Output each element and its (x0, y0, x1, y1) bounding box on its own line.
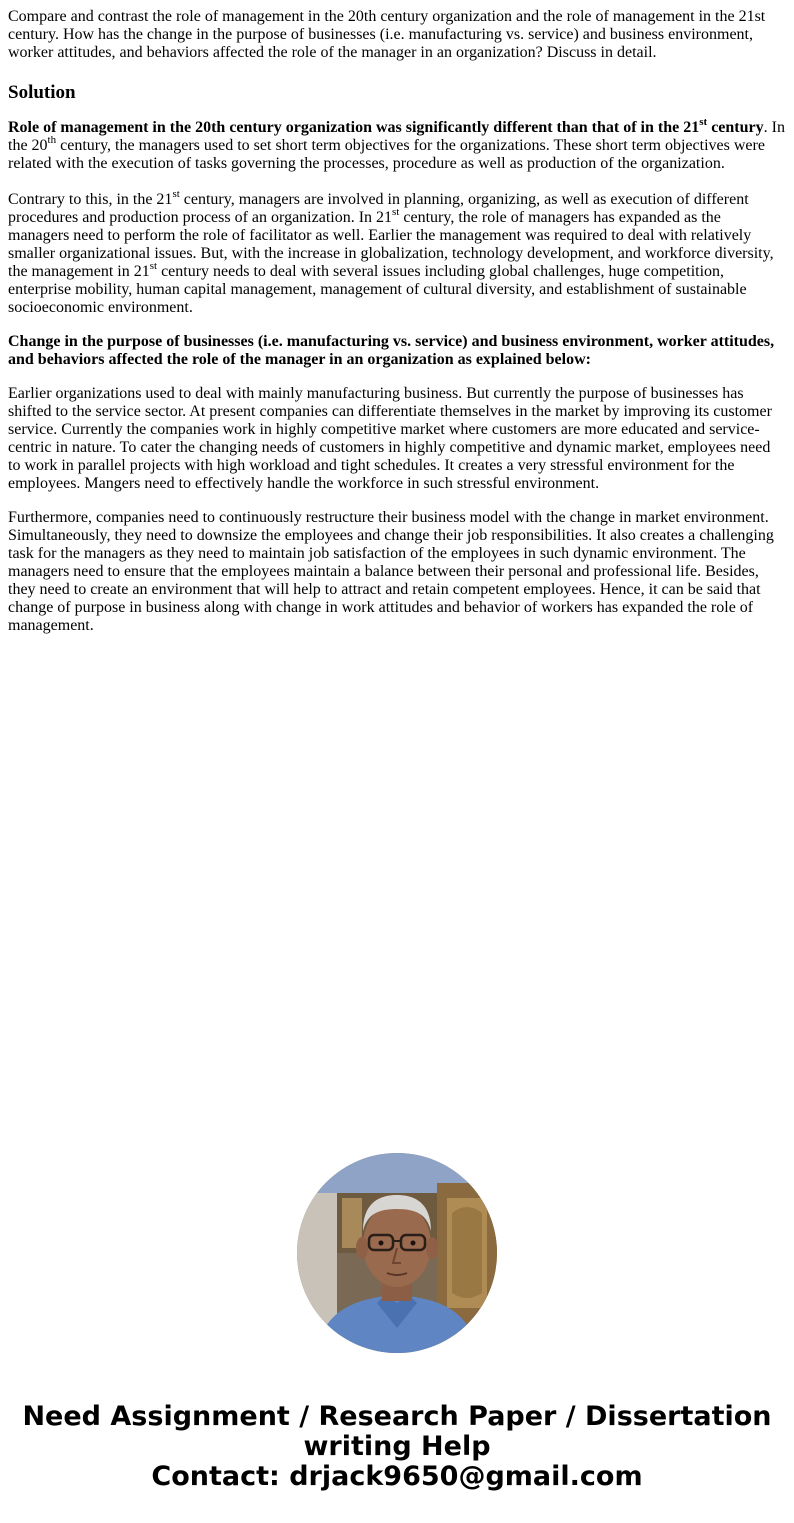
paragraph-change-heading (8, 333, 786, 369)
lead-bold-text: Role of management in the 20th century organization was significantly different than that of in the 21 (8, 119, 700, 136)
bold-subheading: Change in the purpose of businesses (i.e. manufacturing vs. service) and business environment, worker attitudes, and behaviors affected the role of the manager in an organization as explained below: (8, 333, 775, 368)
paragraph-restructuring: Furthermore, companies need to continuously restructure their business model with the change in market environment. Simultaneously, they need to downsize the employees and change their job responsibilities. It also creates a challenging task for the managers as they need to maintain job satisfaction of the employees in such dynamic environment. The managers need to ensure that the employees maintain a balance between their personal and professional life. Besides, they need to create an environment that will help to attract and retain competent employees. Hence, it can be said that change of purpose in business along with change in work attitudes and behavior of workers has expanded the role of management. (8, 509, 774, 634)
superscript: th (47, 133, 57, 146)
question-text: Compare and contrast the role of management in the 20th century organization and the role of management in the 21st century. How has the change in the purpose of businesses (i.e. manufacturing vs. service) and business environment, worker attitudes, and behaviors affected the role of the manager in an organization? Discuss in detail. (8, 8, 766, 61)
superscript: st (392, 205, 400, 218)
lead-bold-text: century (707, 119, 764, 136)
person-portrait-icon (297, 1153, 497, 1353)
promo-line: writing Help (303, 1431, 491, 1462)
paragraph-text: century needs to deal with several issues including global challenges, huge competition, enterprise mobility, human capital management, management of cultural diversity, and establishment of sustainable socioeconomic environment. (8, 263, 747, 316)
promo-line: Need Assignment / Research Paper / Dissertation (22, 1401, 772, 1432)
promo-banner (0, 1402, 794, 1492)
superscript: st (699, 115, 708, 128)
solution-heading: Solution (8, 82, 76, 103)
paragraph-text: . In the 20 (8, 119, 785, 154)
paragraph-role-of-management (8, 115, 786, 173)
paragraph-manufacturing-vs-service: Earlier organizations used to deal with mainly manufacturing business. But currently the purpose of businesses has shifted to the service sector. At present companies can differentiate themselves in the market by improving its customer service. Currently the companies work in highly competitive market where customers are more educated and service-centric in nature. To cater the changing needs of customers in highly competitive and dynamic market, employees need to work in parallel projects with high workload and tight schedules. It creates a very stressful environment for the employees. Mangers need to effectively handle the workforce in such stressful environment. (8, 385, 772, 492)
paragraph-21st-century (8, 187, 786, 317)
superscript: st (149, 259, 158, 272)
document-body (8, 8, 786, 635)
superscript: st (172, 187, 180, 200)
promo-contact: Contact: drjack9650@gmail.com (151, 1461, 643, 1492)
paragraph-text: century, the managers used to set short term objectives for the organizations. These short term objectives were related with the execution of tasks governing the processes, procedure as well as production of the organization. (8, 137, 765, 172)
paragraph-text: Contrary to this, in the 21 (8, 191, 173, 208)
paragraph-text: century, managers are involved in planning, organizing, as well as execution of different procedures and production process of an organization. In 21 (8, 191, 749, 226)
paragraph-lead-bold (8, 115, 764, 136)
paragraph-text: century, the role of managers has expanded as the managers need to perform the role of facilitator as well. Earlier the management was required to deal with relatively smaller organizational issues. But, with the increase in globalization, technology development, and workforce diversity, the management in 21 (8, 209, 774, 280)
